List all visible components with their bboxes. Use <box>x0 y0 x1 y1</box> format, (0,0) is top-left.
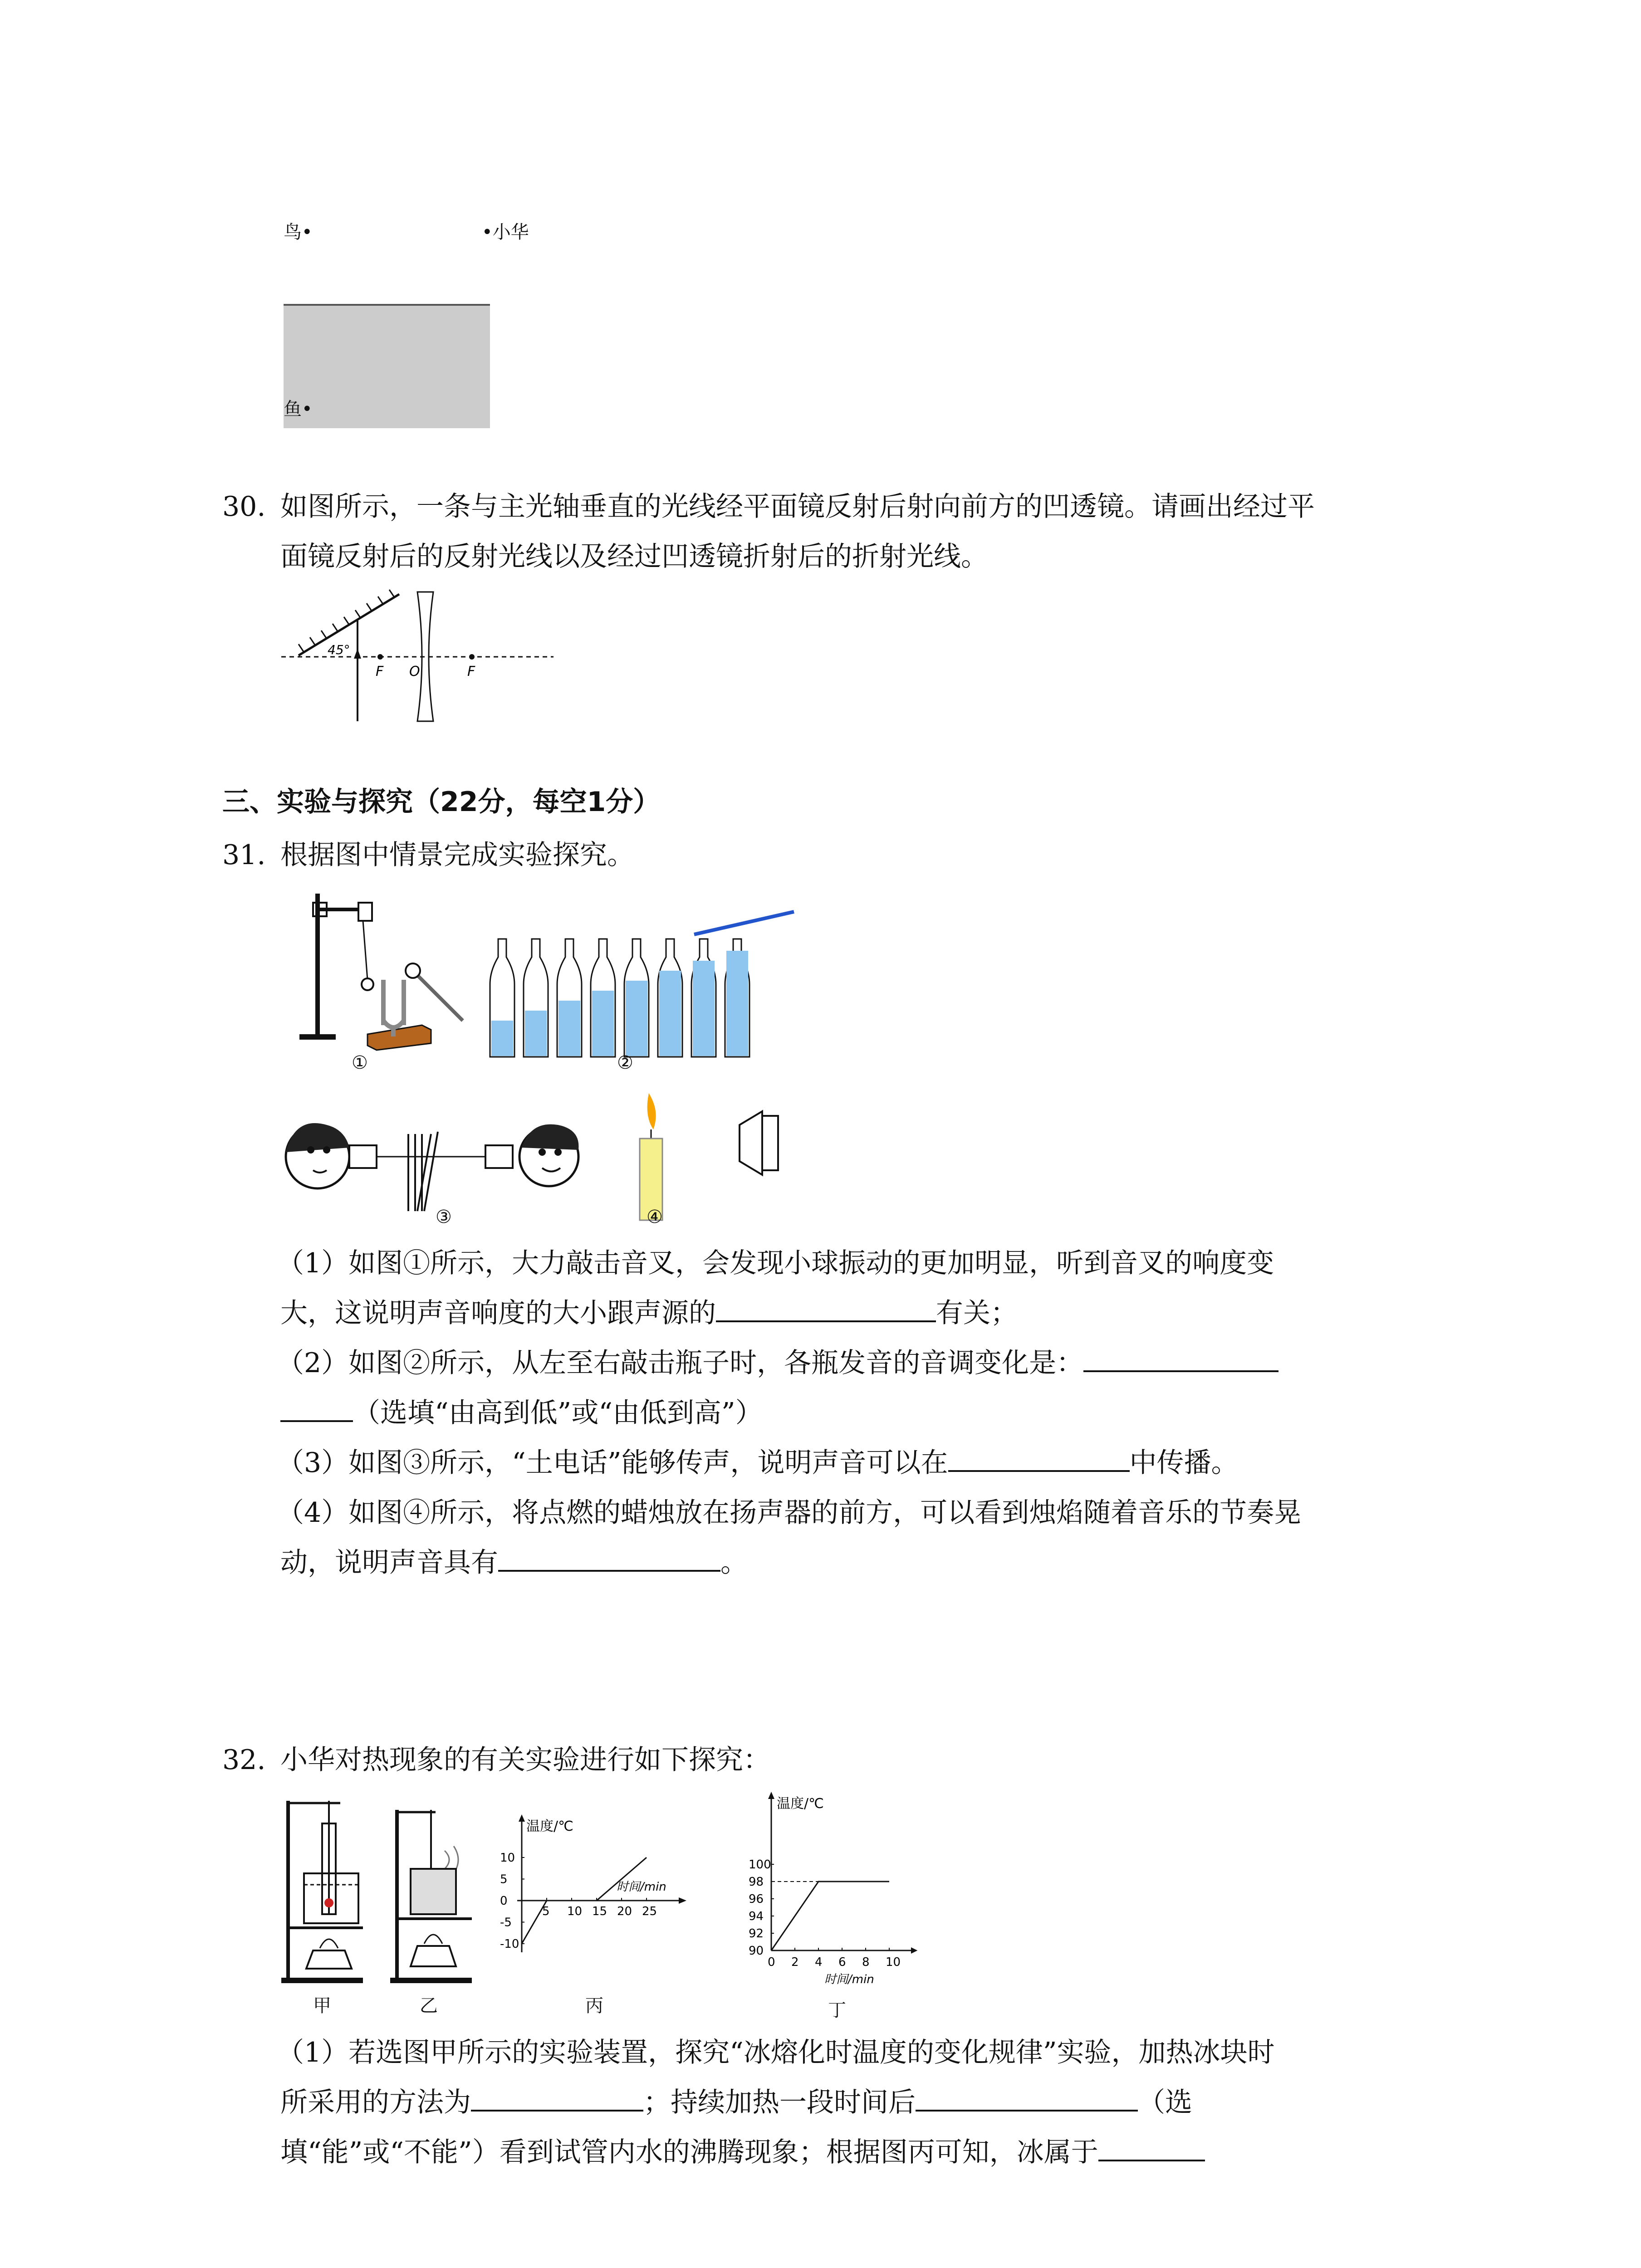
q32-intro: 小华对热现象的有关实验进行如下探究： <box>280 1744 770 1776</box>
y-tick-label: 98 <box>749 1875 764 1889</box>
answer-blank-3[interactable] <box>948 1438 1130 1472</box>
answer-blank-7[interactable] <box>1098 2128 1205 2161</box>
answer-blank-4[interactable] <box>498 1538 720 1572</box>
chart-ding <box>735 1787 944 1996</box>
q31-p1-line1: （1）如图①所示，大力敲击音叉，会发现小球振动的更加明显，听到音叉的响度变 <box>277 1247 1274 1279</box>
mirror-lens-figure <box>272 581 563 726</box>
q31-p4-prefix: 动，说明声音具有 <box>280 1547 498 1579</box>
x-axis-label: 时间/min <box>824 1973 874 1986</box>
bottle <box>624 939 649 1057</box>
bottle <box>691 939 716 1057</box>
x-tick-label: 0 <box>768 1955 775 1969</box>
figure-2-label: ② <box>617 1052 633 1073</box>
answer-blank-6[interactable] <box>916 2078 1138 2112</box>
x-tick-label: 10 <box>886 1955 901 1969</box>
x-tick-label: 5 <box>542 1905 550 1918</box>
q32-p1-prefix: 所采用的方法为 <box>280 2087 471 2118</box>
x-tick-label: 20 <box>617 1905 632 1918</box>
bottle <box>557 939 582 1057</box>
bottle-water <box>626 981 647 1056</box>
y-tick-label: 10 <box>500 1851 515 1865</box>
fish-label: 鱼• <box>284 399 313 420</box>
angle-label: 45° <box>328 642 350 657</box>
apparatus-jia <box>277 1796 367 1987</box>
y-tick-label: 94 <box>749 1910 764 1923</box>
q31-p4-line1: （4）如图④所示，将点燃的蜡烛放在扬声器的前方，可以看到烛焰随着音乐的节奏晃 <box>277 1497 1302 1529</box>
y-tick-label: 100 <box>749 1858 771 1872</box>
x-tick-label: 10 <box>567 1905 583 1918</box>
y-tick-label: 96 <box>749 1892 764 1906</box>
q30-line2: 面镜反射后的反射光线以及经过凹透镜折射后的折射光线。 <box>280 541 988 572</box>
figure-3-label: ③ <box>436 1207 452 1227</box>
q30-line1: 如图所示，一条与主光轴垂直的光线经平面镜反射后射向前方的凹透镜。请画出经过平 <box>280 491 1315 523</box>
q31-intro: 根据图中情景完成实验探究。 <box>280 839 634 871</box>
section-heading: 三、实验与探究（22分，每空1分） <box>222 786 661 818</box>
bottle-water <box>693 961 715 1056</box>
bottle-water <box>491 1021 513 1056</box>
q31-p2-prefix: （2）如图②所示，从左至右敲击瓶子时，各瓶发音的音调变化是： <box>277 1347 1084 1379</box>
q31-p3-prefix: （3）如图③所示，“土电话”能够传声，说明声音可以在 <box>277 1447 948 1479</box>
q32-p1-middle: ；持续加热一段时间后 <box>643 2087 916 2118</box>
answer-blank-2a[interactable] <box>1083 1339 1279 1372</box>
q31-p4-line2 <box>280 1538 748 1588</box>
x-tick-label: 15 <box>592 1905 607 1918</box>
x-axis-label: 时间/min <box>617 1880 666 1894</box>
focus-left-label: F <box>376 664 384 679</box>
x-tick-label: 25 <box>642 1905 657 1918</box>
y-tick-label: 0 <box>500 1894 508 1908</box>
xiaohua-label: •小华 <box>482 222 529 243</box>
bottle <box>490 939 514 1057</box>
focus-right-label: F <box>467 664 475 679</box>
q32-number: 32. <box>222 1744 266 1776</box>
y-axis-label: 温度/℃ <box>777 1796 824 1812</box>
y-tick-label: -5 <box>500 1916 512 1930</box>
q31-p2-line2 <box>280 1388 763 1438</box>
q31-p3-suffix: 中传播。 <box>1129 1447 1239 1479</box>
answer-blank-1[interactable] <box>716 1289 936 1322</box>
q32-p1-line3-text: 填“能”或“不能”）看到试管内水的沸腾现象；根据图丙可知，冰属于 <box>280 2136 1098 2168</box>
q31-p3 <box>277 1438 1239 1488</box>
y-tick-label: 90 <box>749 1944 764 1958</box>
q32-p1-line2 <box>280 2077 1192 2127</box>
tuning-fork-figure <box>281 885 472 1061</box>
x-tick-label: 6 <box>838 1955 846 1969</box>
x-tick-label: 2 <box>791 1955 799 1969</box>
q32-p1-line1: （1）若选图甲所示的实验装置，探究“冰熔化时温度的变化规律”实验，加热冰块时 <box>277 2037 1275 2068</box>
bird-label: 鸟• <box>284 222 313 243</box>
chart-bing <box>499 1810 744 1982</box>
candle-speaker-figure <box>626 1089 789 1225</box>
fig-label-jia: 甲 <box>313 1995 331 2016</box>
bottle <box>658 939 682 1057</box>
bottle-water <box>726 951 748 1056</box>
optical-center-label: O <box>409 664 420 679</box>
q31-p1-prefix: 大，这说明声音响度的大小跟声源的 <box>280 1297 716 1329</box>
answer-blank-2b[interactable] <box>280 1388 353 1422</box>
q30-number: 30. <box>222 491 266 523</box>
fig-label-ding: 丁 <box>828 2000 846 2021</box>
y-tick-label: -10 <box>500 1937 519 1951</box>
y-tick-label: 5 <box>500 1872 508 1887</box>
figure-4-label: ④ <box>647 1207 663 1227</box>
x-tick-label: 8 <box>862 1955 870 1969</box>
y-axis-arrow <box>768 1792 774 1799</box>
bottle-water <box>659 971 681 1056</box>
bottle <box>524 939 548 1057</box>
bottle-water <box>525 1011 547 1056</box>
x-axis-arrow <box>679 1897 686 1904</box>
x-axis-arrow <box>911 1947 917 1954</box>
figure-1-label: ① <box>352 1052 368 1073</box>
apparatus-yi <box>386 1796 476 1987</box>
q32-p1-line3 <box>280 2127 1205 2177</box>
bottle-water <box>592 991 614 1056</box>
water-region <box>284 304 490 428</box>
bottle-water <box>558 1001 580 1056</box>
q31-p1-suffix: 有关； <box>936 1297 1018 1329</box>
bottle <box>725 939 749 1057</box>
bottle <box>591 939 615 1057</box>
fig-label-bing: 丙 <box>585 1995 603 2016</box>
q31-number: 31. <box>222 839 266 871</box>
y-axis-label: 温度/℃ <box>526 1818 573 1834</box>
answer-blank-5[interactable] <box>471 2078 643 2112</box>
bottles-figure <box>485 903 803 1066</box>
q32-p1-suffix: （选 <box>1138 2087 1192 2118</box>
series-line <box>771 1882 889 1950</box>
fig-label-yi: 乙 <box>420 1995 438 2016</box>
q31-p1-line2 <box>280 1288 1018 1338</box>
x-tick-label: 4 <box>815 1955 823 1969</box>
q31-p4-suffix: 。 <box>720 1547 748 1579</box>
q31-p2-suffix: （选填“由高到低”或“由低到高”） <box>353 1397 763 1429</box>
q31-p2-line1 <box>277 1338 1279 1388</box>
y-axis-arrow <box>519 1814 525 1822</box>
y-tick-label: 92 <box>749 1927 764 1941</box>
